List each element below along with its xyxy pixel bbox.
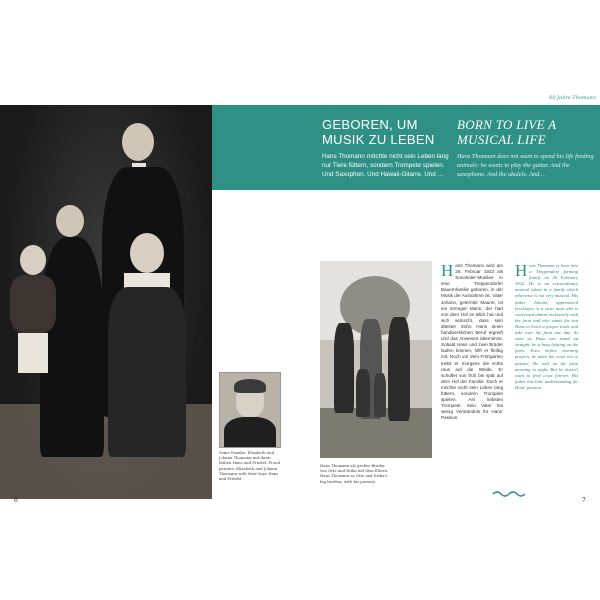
page-number-left: 6 [14,497,18,504]
page-number-right: 7 [582,497,586,504]
intro-german: Hans Thomann möchte nicht sein Leben lang nur Tiere füttern, sondern Trompete spielen. Und Saxophon. Und Hawaii-Gitarre. Und … [322,153,449,178]
body-column-german [441,263,503,421]
dropcap: H [441,261,454,280]
portrait-photo [219,372,281,448]
body-text-english: ans Thomann is born into a Treppendorf farming family on 26 February 1922. He is an extraordinary musical talent in a family which otherwise is not very musical. His father Johann, apprenticed bricklayer, is a strict man who is concerned almost exclusively with the farm and who wants his son Hans to learn a proper trade and take over the farm one day. As soon as Hans can stand up straight, he is busy helping on the farm. Even before morning prayers, he takes the cows out to pasture. He toils on the farm morning to night. But he doesn't want to feed cows forever. His father has little understanding for Hans' passion. [515,263,578,390]
family-photo [0,105,212,499]
wave-ornament-icon [492,490,526,498]
intro-english: Hans Thomann does not want to spend his life feeding animals: he wants to play the guitar. And the saxophone. And the ukulele. And… [457,153,594,178]
dropcap: H [515,261,528,280]
magazine-spread [0,95,600,505]
body-text-german: ans Thomann wird am 26. Februar 1922 als Sonnleiter-Musiker in eine Treppendorfer Bauernfamilie geboren, in der Musik die Ausnahme ist. Vater Johann, gelernter Maurer, ist ein strenger Mann, der hart von dem Hof im Blick hat und sich wünscht, dass sein ältester Sohn Hans einen handwerklichen Beruf ergreift und das Anwesen übernimmt. Sobald Hans und zwei Brüder laufen können, hilft er fleißig mit. Noch vor dem Frühgarten treibt er morgens die Kühe raus auf die Weide. Er schuftet von früh bis spät auf dem Hof der Familie. Doch er möchte nicht sein Leben lang füttern, sondern Trompete spielen. Am liebsten Trompete. Sein Vater hat wenig Verständnis für Hans' Passion. [441,263,503,421]
running-header: 60 Jahre Thomann [549,95,596,101]
headline-english: BORN TO LIVE A MUSICAL LIFE [457,117,557,147]
headline-german: GEBOREN, UM MUSIK ZU LEBEN [322,117,435,147]
group-caption: Hans Thomann als großer Bruder von Otto und Erika mit dem Eltern. Hans Thomann as Otto and Erika's big brother, with his parents. [320,463,389,484]
body-column-english [515,263,578,391]
portrait-caption: Seine Familie: Elisabeth und Johann Thomann mit ihren Buben Hans und Friedel. Proud parents: Elisabeth and Johann Thomann with their boys Hans and Friedel [219,450,281,482]
group-photo [320,261,432,458]
